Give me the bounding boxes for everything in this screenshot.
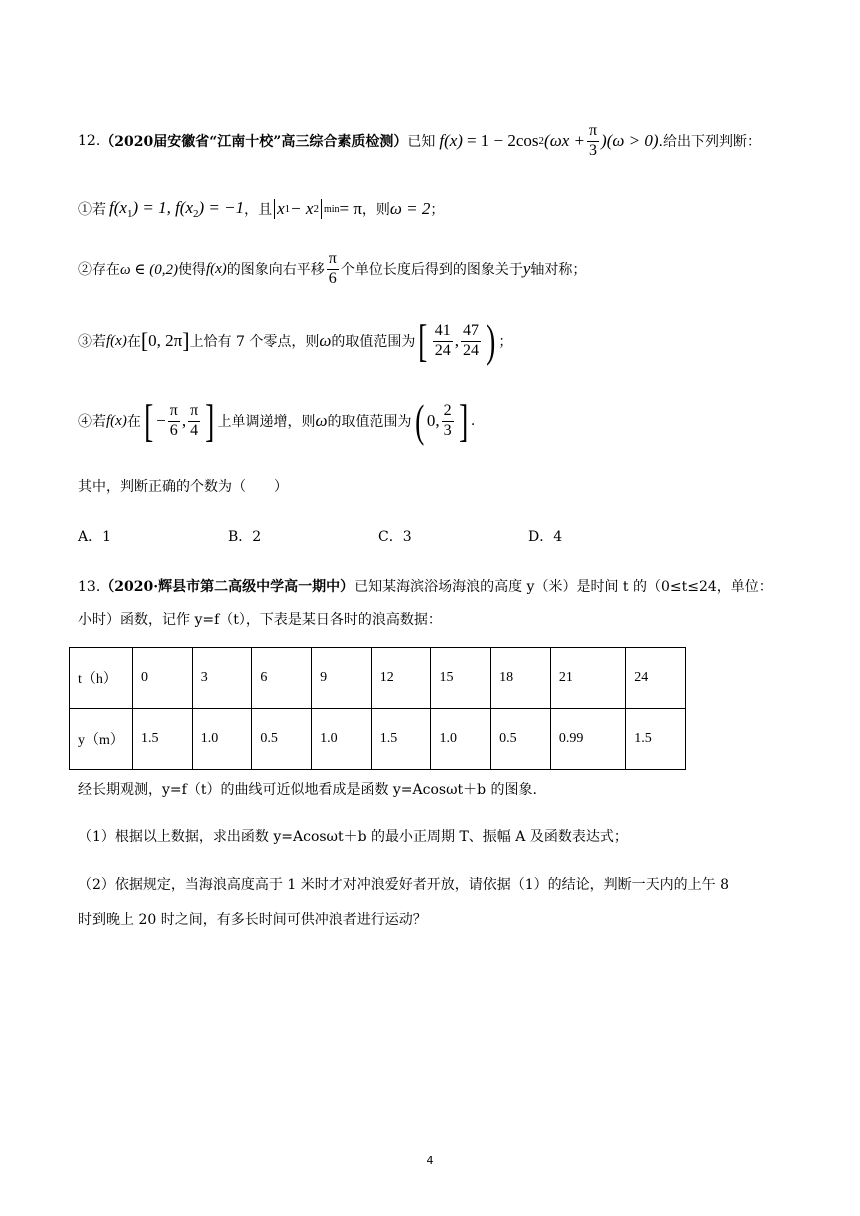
- q12-statement-2: [78, 247, 586, 291]
- q13-part-2-line2: 时到晚上 20 时之间，有多长时间可供冲浪者进行运动？: [78, 912, 427, 928]
- q13-line1: 已知某海滨浴场海浪的高度 y（米）是时间 t 的（0≤t≤24，单位：: [354, 579, 773, 595]
- table-cell: 0.5: [252, 709, 312, 770]
- s2-y: y: [522, 259, 531, 278]
- q13-stem-line1: [78, 576, 773, 596]
- q12-arg-pre: (ωx +: [544, 131, 585, 150]
- s4-frac-1: $\frac{\pi}{6}$: [169, 402, 178, 439]
- s2-cond: ω ∈ (0,2): [120, 261, 178, 278]
- s1-then: ，则: [361, 202, 390, 218]
- q12-source: （2020届安徽省“江南十校”高三综合素质检测）: [100, 134, 408, 150]
- s4-fx: f(x): [106, 412, 127, 429]
- s4-t2: 上单调递增，则: [217, 414, 316, 430]
- s1-result: ω = 2: [389, 199, 431, 218]
- s4-end: .: [470, 413, 476, 429]
- s3-frac-2: $\frac{47}{24}$: [462, 322, 479, 359]
- abs-bar-left: [274, 199, 275, 219]
- s4-big-lbracket: [: [143, 395, 154, 446]
- table-cell: 1.5: [371, 709, 431, 770]
- s3-t2: 上恰有 7 个零点，则: [189, 334, 320, 350]
- page-number: 4: [426, 1154, 434, 1167]
- q12-pi-over-3: [587, 122, 599, 160]
- s4-t1: 在: [126, 414, 141, 430]
- abs-bar-right: [321, 199, 322, 219]
- q12-statement-1: [78, 194, 444, 224]
- q12-eq-rhs: = 1 − 2cos: [466, 131, 539, 150]
- table-cell: 0: [133, 648, 193, 709]
- s4-omega: ω: [315, 411, 328, 430]
- q13-source: （2020·辉县市第二高级中学高一期中）: [100, 579, 355, 595]
- q12-statement-3: ③若 f(x) 在 [ 0, 2π ] 上恰有 7 个零点，则 ω 的取值范围为 [ $\frac{41}{24}$ , $\frac{47}{24}$ ) ；: [78, 315, 513, 366]
- table-cell: 0.99: [550, 709, 625, 770]
- table-row: [70, 709, 686, 770]
- s1-abs: x 1 − x 2 min = π: [272, 199, 362, 219]
- table-cell: 1.0: [431, 709, 491, 770]
- s4-frac-3: $\frac{2}{3}$: [443, 402, 452, 439]
- table-cell: 1.0: [312, 709, 372, 770]
- s4-pre: ④若: [78, 414, 106, 430]
- s2-fx: f(x): [205, 260, 227, 277]
- q12-statement-4: ④若 f(x) 在 [ − $\frac{\pi}{6}$ , $\frac{\pi}{4}$ ] 上单调递增，则 ω 的取值范围为 ( 0, $\frac{2}{3}$ ] .: [78, 395, 476, 446]
- s3-end: ；: [498, 334, 513, 350]
- q13-part-2-line1: （2）依据规定，当海浪高度高于 1 米时才对冲浪爱好者开放，请依据（1）的结论，判断一天内的上午 8: [78, 877, 729, 893]
- q12-question: 其中，判断正确的个数为（ ）: [78, 479, 288, 495]
- s3-big-lbracket: [: [418, 315, 428, 366]
- q12-arg-post: )(ω > 0): [601, 131, 659, 150]
- table-cell: 0.5: [491, 709, 551, 770]
- s1-end: ；: [430, 202, 445, 218]
- s2-t2: 的图象向右平移: [226, 262, 325, 278]
- s2-frac: $\frac{\pi}{6}$: [328, 250, 337, 287]
- q12-fx: f(x): [439, 131, 463, 150]
- option-b[interactable]: B．2: [228, 529, 262, 545]
- table-cell: 12: [371, 648, 431, 709]
- table-cell: 24: [626, 648, 686, 709]
- table-cell: 18: [491, 648, 551, 709]
- option-c[interactable]: C．3: [378, 529, 412, 545]
- table-cell: 1.0: [192, 709, 252, 770]
- s3-fx: f(x): [106, 332, 127, 349]
- s1-mid: ，且: [244, 202, 273, 218]
- s2-t4: 轴对称；: [530, 262, 587, 278]
- q12-intro-pre: 已知: [407, 134, 436, 150]
- s4-big-rbracket-2: ]: [458, 395, 468, 446]
- table-header-y: y（m）: [70, 709, 133, 770]
- s3-frac-1: $\frac{41}{24}$: [434, 322, 451, 359]
- option-a[interactable]: A．1: [78, 529, 112, 545]
- q12-pi: π: [587, 122, 599, 141]
- q12-cos-sup: 2: [538, 135, 545, 147]
- s4-t3: 的取值范围为: [327, 414, 412, 430]
- s4-zero: 0,: [426, 411, 440, 430]
- table-cell: 1.5: [626, 709, 686, 770]
- table-row: [70, 648, 686, 709]
- q12-intro-post: .给出下列判断：: [658, 134, 761, 150]
- s1-pre: ①若: [78, 202, 106, 218]
- s2-t1: 使得: [177, 262, 206, 278]
- s3-big-rparen: ): [486, 315, 496, 366]
- table-cell: 15: [431, 648, 491, 709]
- table-cell: 1.5: [133, 709, 193, 770]
- s4-big-rbracket: ]: [205, 395, 215, 446]
- s4-minus: −: [156, 411, 166, 430]
- table-cell: 6: [252, 648, 312, 709]
- table-cell: 9: [312, 648, 372, 709]
- s3-interval: 0, 2π: [148, 331, 183, 350]
- s2-t3: 个单位长度后得到的图象关于: [340, 262, 523, 278]
- table-cell: 21: [550, 648, 625, 709]
- q13-number: 13.: [78, 579, 101, 595]
- q12-number: 12.: [78, 133, 101, 149]
- table-cell: 3: [192, 648, 252, 709]
- s3-omega: ω: [319, 331, 332, 350]
- q13-stem-line2: 小时）函数，记作 y=f（t），下表是某日各时的浪高数据：: [78, 612, 442, 628]
- option-d[interactable]: D．4: [528, 529, 563, 545]
- s1-math: $f(x_1) = 1$, $f(x_2) = -1$: [109, 198, 245, 220]
- s3-lbracket: [: [140, 328, 149, 353]
- q12-three: 3: [589, 141, 597, 159]
- s3-pre: ③若: [78, 334, 106, 350]
- s3-rbracket: ]: [182, 328, 190, 353]
- s2-pre: ②存在: [78, 262, 120, 278]
- s3-t3: 的取值范围为: [331, 334, 416, 350]
- table-header-t: t（h）: [70, 648, 133, 709]
- wave-height-table: [69, 647, 686, 770]
- s3-t1: 在: [126, 334, 141, 350]
- q13-part-1: （1）根据以上数据，求出函数 y=Acosωt＋b 的最小正周期 T、振幅 A 及函数表达式；: [78, 829, 628, 845]
- q13-after-table: 经长期观测，y=f（t）的曲线可近似地看成是函数 y=Acosωt＋b 的图象.: [78, 782, 538, 798]
- q12-stem: [78, 119, 761, 163]
- s4-big-lparen: (: [414, 395, 424, 446]
- s4-frac-2: $\frac{\pi}{4}$: [190, 402, 199, 439]
